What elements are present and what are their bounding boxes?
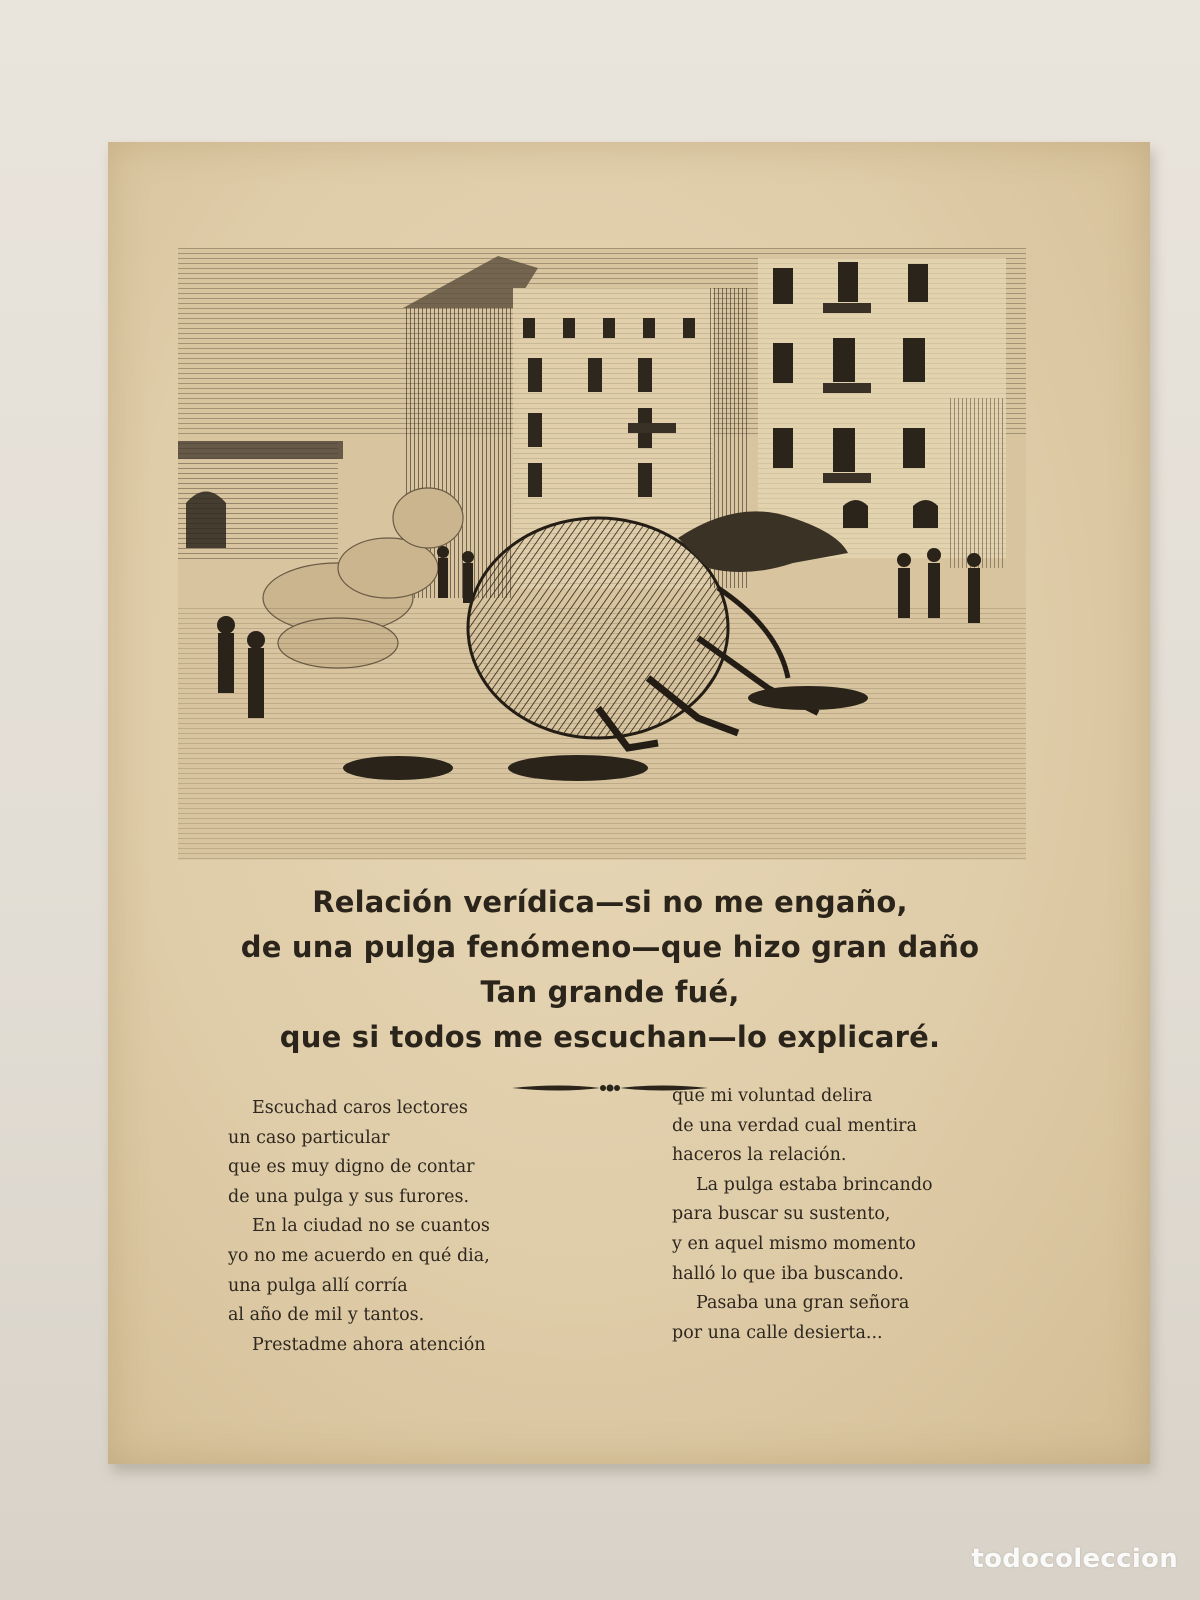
verse-line: La pulga estaba brincando: [696, 1174, 933, 1195]
verse-line: un caso particular: [228, 1127, 390, 1148]
verse-line: Pasaba una gran señora: [696, 1293, 910, 1314]
watermark-logo: todocoleccion: [971, 1544, 1178, 1574]
verse-line: yo no me acuerdo en qué dia,: [228, 1245, 490, 1266]
verse-line: Escuchad caros lectores: [252, 1098, 468, 1118]
verse-line: y en aquel mismo momento: [672, 1233, 916, 1254]
verse-column-right: [672, 1082, 933, 1348]
verse-column-left: [228, 1094, 490, 1360]
woodcut-illustration: [178, 248, 1026, 860]
title-line-1: Relación verídica—si no me engaño,: [312, 885, 908, 919]
verse-line: para buscar su sustento,: [672, 1204, 891, 1225]
verse-line: halló lo que iba buscando.: [672, 1263, 904, 1284]
verse-line: por una calle desierta...: [672, 1322, 883, 1343]
ballad-title: [160, 880, 1060, 1060]
verse-line: que mi voluntad delira: [672, 1086, 873, 1106]
verse-line: que es muy digno de contar: [228, 1157, 475, 1178]
verse-line: una pulga allí corría: [228, 1275, 408, 1296]
verse-line: haceros la relación.: [672, 1145, 847, 1166]
verse-line: de una pulga y sus furores.: [228, 1186, 470, 1207]
title-line-4: que si todos me escuchan—lo explicaré.: [279, 1020, 941, 1054]
verse-line: al año de mil y tantos.: [228, 1305, 425, 1326]
verse-line: de una verdad cual mentira: [672, 1115, 917, 1136]
verse-line: Prestadme ahora atención: [252, 1334, 486, 1355]
title-line-2: de una pulga fenómeno—que hizo gran daño: [240, 930, 980, 964]
verse-line: En la ciudad no se cuantos: [252, 1216, 490, 1237]
title-line-3: Tan grande fué,: [480, 975, 740, 1009]
